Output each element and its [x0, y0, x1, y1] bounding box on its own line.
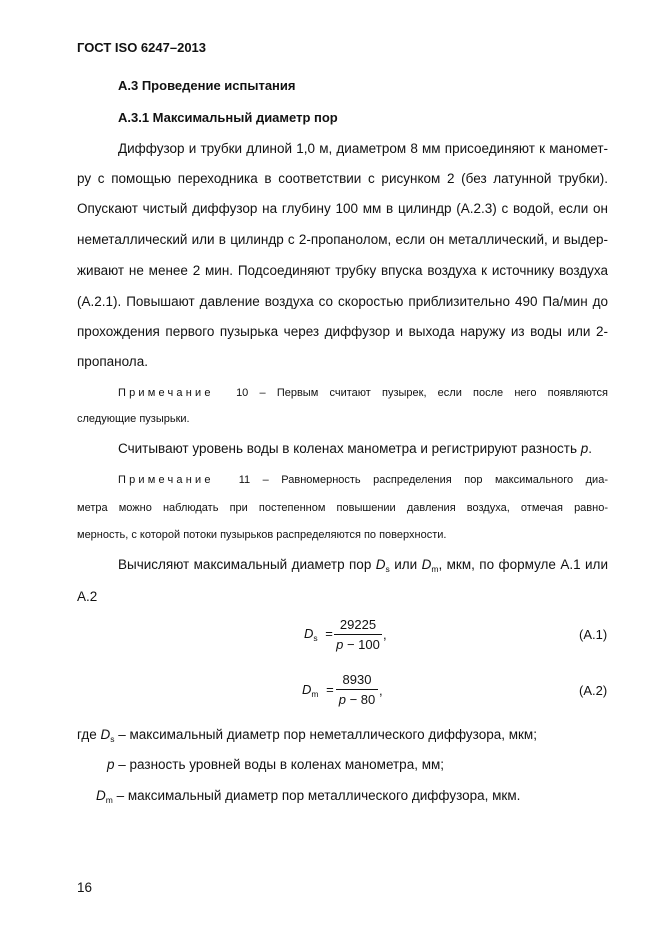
sub-s: s: [385, 564, 390, 574]
var-D: D: [375, 557, 386, 572]
var-D: D: [100, 727, 111, 742]
note-11-line: мерность, с которой потоки пузырьков распределяются по поверхности.: [77, 529, 447, 541]
para1-line: прохождения первого пузырька через диффузор и выхода наружу из воды или 2-: [77, 324, 608, 339]
note-label: Примечание: [118, 474, 214, 486]
page-number: 16: [77, 880, 93, 895]
formula-2-lhs: [302, 682, 334, 699]
note-10-line: следующие пузырьки.: [77, 413, 190, 425]
den-rest: − 80: [345, 692, 376, 707]
definition-p: [107, 757, 444, 773]
note-number: 10: [236, 387, 249, 399]
note-10-line: [118, 386, 608, 400]
para1-line: (А.2.1). Повышают давление воздуха со скоростью приблизительно 490 Па/мин до: [77, 294, 608, 309]
var-D: D: [96, 788, 106, 803]
note-number: 11: [238, 474, 251, 486]
note-text: – Первым считают пузырек, если после него появляются: [259, 387, 608, 399]
equals-sign: =: [326, 682, 334, 697]
formula-1-numerator: 29225: [339, 617, 377, 632]
formula-1-comma: ,: [383, 627, 387, 642]
var-D: D: [302, 682, 312, 697]
equals-sign: =: [325, 626, 333, 641]
para1-line: живают не менее 2 мин. Подсоединяют трубку впуска воздуха к источнику воздуха: [77, 263, 608, 278]
formula-1-lhs: [304, 626, 333, 643]
var-p: p: [580, 441, 589, 456]
formula-2-label: (А.2): [579, 683, 608, 698]
para3-text: , мкм, по формуле А.1 или: [438, 557, 608, 572]
note-label: Примечание: [118, 387, 214, 399]
where-word: где: [77, 727, 97, 742]
para1-line: пропанола.: [77, 354, 148, 369]
var-p: p: [336, 637, 344, 652]
para2-end: .: [588, 441, 593, 456]
var-p: p: [338, 692, 346, 707]
para2-text: Считывают уровень воды в коленах манометра и регистрируют разность: [118, 441, 577, 456]
para3-text: Вычисляют максимальный диаметр пор: [118, 557, 372, 572]
formula-2-fraction-bar: [336, 689, 378, 690]
den-rest: − 100: [343, 637, 380, 652]
sub-s: s: [313, 633, 318, 643]
definition-ds: [77, 727, 537, 747]
para3-line: А.2: [77, 589, 98, 604]
formula-2-denominator: [336, 692, 378, 707]
note-text: – Равномерность распределения пор максимального диа-: [262, 474, 608, 486]
para3-line: [118, 557, 608, 577]
definition-dm: [96, 788, 520, 808]
section-title: А.3 Проведение испытания: [118, 78, 296, 93]
definition-text: – максимальный диаметр пор металлического диффузора, мкм.: [112, 788, 521, 803]
sub-m: m: [105, 795, 113, 805]
para2: [118, 441, 592, 457]
para1-line: Диффузор и трубки длиной 1,0 м, диаметром 8 мм присоединяют к маномет-: [118, 141, 608, 156]
document-header: ГОСТ ISO 6247–2013: [77, 40, 207, 55]
formula-1-label: (А.1): [579, 627, 608, 642]
definition-text: – максимальный диаметр пор неметаллического диффузора, мкм;: [114, 727, 537, 742]
subsection-title: А.3.1 Максимальный диаметр пор: [118, 110, 338, 125]
sub-m: m: [311, 689, 319, 699]
para1-line: Опускают чистый диффузор на глубину 100 мм в цилиндр (А.2.3) с водой, если он: [77, 201, 608, 216]
var-D: D: [421, 557, 432, 572]
formula-1-fraction-bar: [334, 634, 382, 635]
formula-2-numerator: 8930: [342, 672, 372, 687]
note-11-line: [118, 473, 608, 487]
var-D: D: [304, 626, 314, 641]
sub-s: s: [110, 734, 115, 744]
definition-text: – разность уровней воды в коленах манометра, мм;: [114, 757, 445, 772]
note-11-line: метра можно наблюдать при постепенном повышении давления воздуха, отмечая равно-: [77, 502, 608, 514]
para1-line: ру с помощью переходника в соответствии с рисунком 2 (без латунной трубки).: [77, 171, 608, 186]
para3-text: или: [394, 557, 418, 572]
para1-line: неметаллический или в цилиндр с 2-пропанолом, если он металлический, и выдер-: [77, 232, 608, 247]
var-p: p: [107, 757, 115, 772]
formula-2-comma: ,: [379, 683, 383, 698]
sub-m: m: [431, 564, 439, 574]
formula-1-denominator: [334, 637, 382, 652]
